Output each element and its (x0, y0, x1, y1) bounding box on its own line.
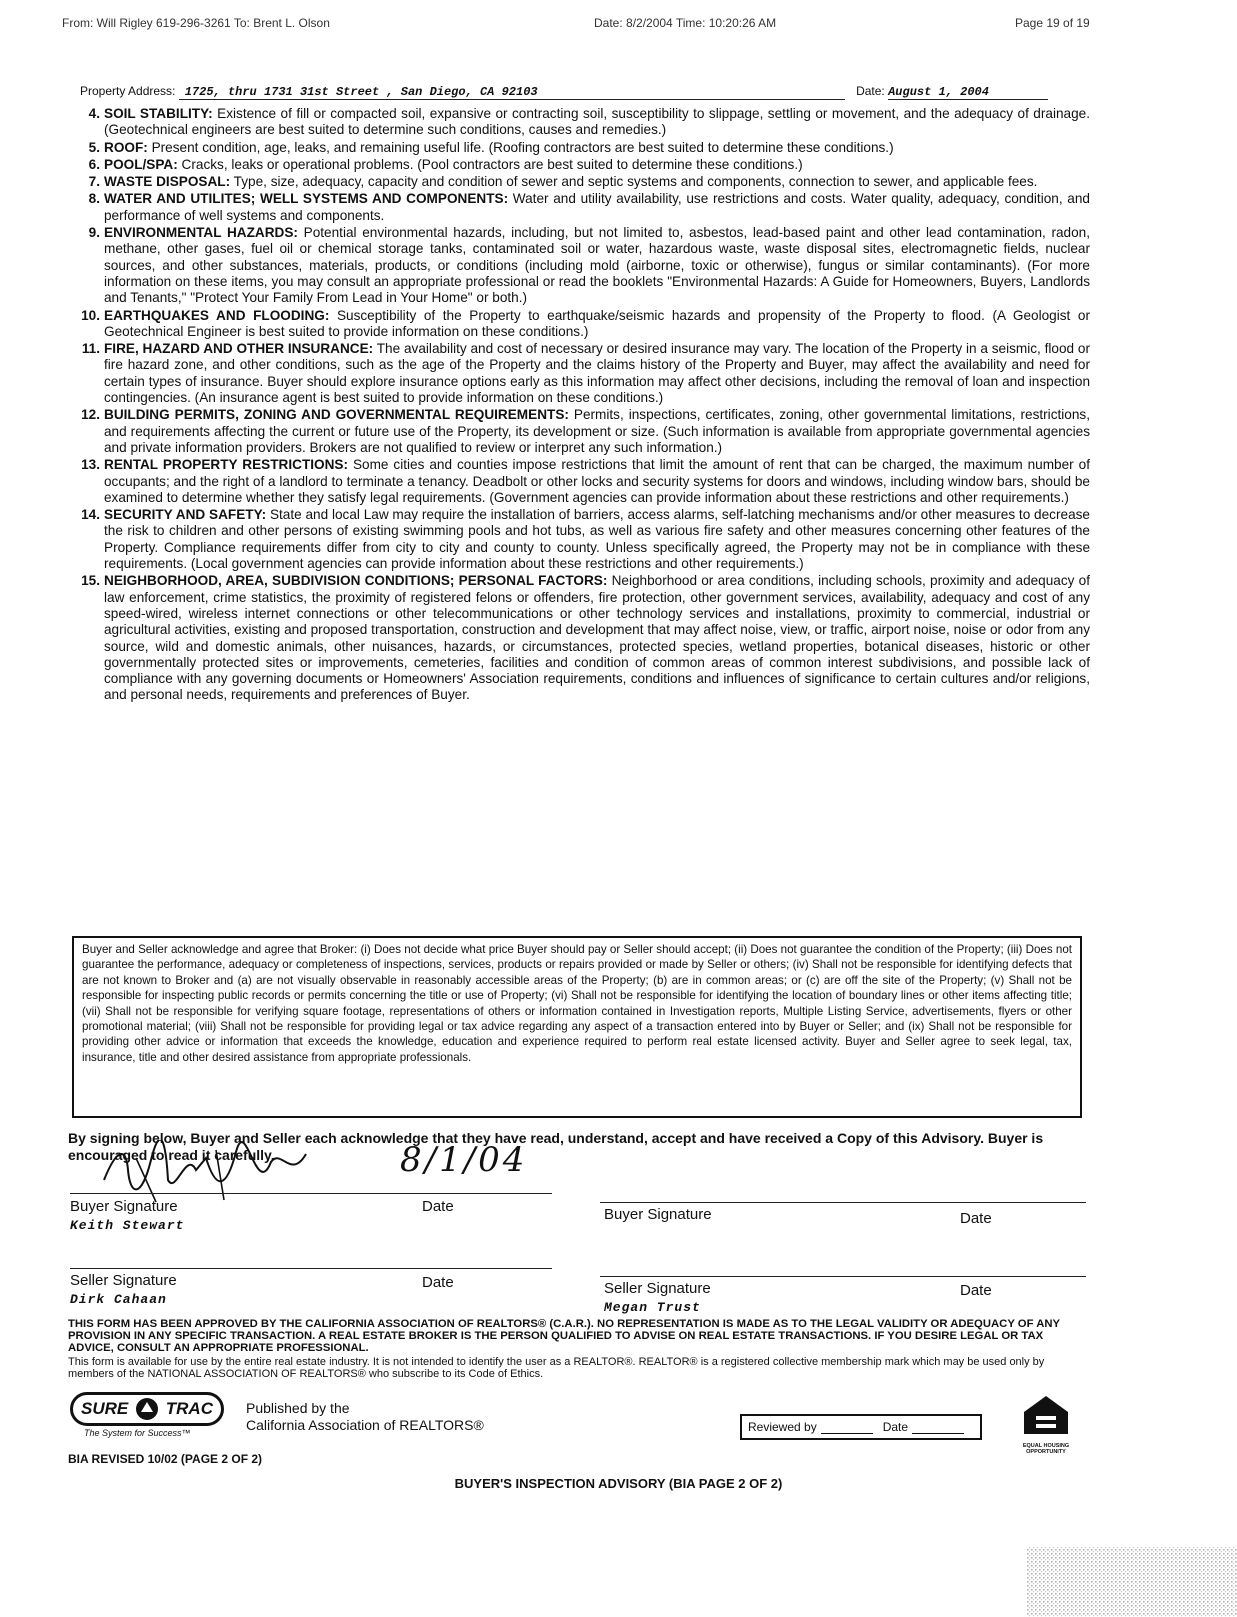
seller1-signature-label: Seller Signature (70, 1272, 177, 1289)
advisory-item: 9. ENVIRONMENTAL HAZARDS: Potential environmental hazards, including, but not limited to, asbestos, lead-based paint and other lead contamination, radon, methane, other gases, fuel oil or chemical storage tanks, contaminated soil or water, hazardous waste, waste disposal sites, electromagnetic fields, nuclear sources, and other substances, materials, products, or conditions (including mold (airborne, toxic or otherwise), fungus or similar contaminants). (For more information on these items, you may consult an appropriate professional or read the booklets "Environmental Hazards: A Guide for Homeowners, Buyers, Landlords and Tenants," "Protect Your Family From Lead in Your Home" or both.) (88, 225, 1090, 306)
handwritten-date: 8/1/04 (400, 1140, 528, 1180)
published-by-label: Published by the (246, 1400, 350, 1416)
buyer1-signature-label: Buyer Signature (70, 1198, 178, 1215)
buyer2-signature-line (600, 1202, 1086, 1203)
fax-date: Date: 8/2/2004 Time: 10:20:26 AM (594, 16, 777, 30)
advisory-item: 10. EARTHQUAKES AND FLOODING: Susceptibility of the Property to earthquake/seismic hazards and propensity of the Property to flood. (A Geologist or Geotechnical Engineer is best suited to provide information on these conditions.) (81, 307, 1090, 339)
property-date-label: Date: (856, 84, 885, 98)
equal-housing-logo (1018, 1392, 1074, 1455)
equal-housing-icon (1018, 1392, 1074, 1436)
broker-disclaimer-box: Buyer and Seller acknowledge and agree that Broker: (i) Does not decide what price Buyer should pay or Seller should accept; (ii) Does not guarantee the condition of the Property; (iii) Does not guarantee the performance, adequacy or completeness of inspections, services, products or repairs provided or made by Seller or others; (iv) Shall not be responsible for identifying defects that are not known to Broker and (a) are not visually observable in reasonably accessible areas of the Property; (b) are in common areas; or (c) are off the site of the Property; (v) Shall not be responsible for inspecting public records or permits concerning the title or use of Property; (vi) Shall not be responsible for identifying the location of boundary lines or other items affecting title; (vii) Shall not be responsible for verifying square footage, representations of others or information contained in Investigation reports, Multiple Listing Service, advertisements, flyers or other promotional material; (viii) Shall not be responsible for providing legal or tax advice regarding any aspect of a transaction entered into by Buyer or Seller; and (ix) Shall not be responsible for providing other advice or information that exceeds the knowledge, education and experience required to perform real estate licensed activity. Buyer and Seller agree to seek legal, tax, insurance, title and other desired assistance from appropriate professionals. (72, 936, 1082, 1118)
seller1-printed-name: Dirk Cahaan (70, 1292, 167, 1307)
suretrac-emblem-icon (134, 1396, 160, 1422)
advisory-item: 14. SECURITY AND SAFETY: State and local Law may require the installation of barriers, access alarms, self-latching mechanisms and/or other measures to decrease the risk to children and other persons of existing swimming pools and hot tubs, as well as various fire safety and other measures concerning other features of the Property. Compliance requirements differ from city to city and county to county. Unless specifically agreed, the Property may not be in compliance with these requirements. (Local government agencies can provide information about these restrictions and other requirements.) (81, 507, 1090, 572)
equal-housing-text: EQUAL HOUSING OPPORTUNITY (1022, 1443, 1070, 1455)
reviewed-by-label: Reviewed by (748, 1420, 817, 1434)
buyer1-date-label: Date (422, 1198, 454, 1215)
advisory-items (78, 106, 1090, 705)
reviewed-by-box (740, 1414, 982, 1440)
buyer1-signature-line (70, 1193, 552, 1194)
reviewed-date-label: Date (882, 1420, 909, 1434)
legal-usage-text: This form is available for use by the entire real estate industry. It is not intended to identify the user as a REALTOR®. REALTOR® is a registered collective membership mark which may be used only by members of the NATIONAL ASSOCIATION OF REALTORS® who subscribe to its Code of Ethics. (68, 1356, 1045, 1380)
suretrac-logo-left: SURE (81, 1399, 129, 1418)
seller1-date-label: Date (422, 1274, 454, 1291)
legal-notice (68, 1318, 1088, 1380)
reviewed-by-blank (821, 1421, 873, 1434)
seller1-signature-line (70, 1268, 552, 1269)
seller2-signature-line (600, 1276, 1086, 1277)
advisory-item: 8. WATER AND UTILITES; WELL SYSTEMS AND COMPONENTS: Water and utility availability, use restrictions and costs. Water quality, adequacy, condition, and performance of well systems and components. (88, 191, 1090, 223)
publisher-name: California Association of REALTORS® (246, 1417, 484, 1433)
reviewed-date-blank (912, 1421, 964, 1434)
advisory-item: 5. ROOF: Present condition, age, leaks, and remaining useful life. (Roofing contractors are best suited to determine these conditions.) (88, 139, 894, 155)
publisher-block (246, 1400, 484, 1434)
page-footer-title: BUYER'S INSPECTION ADVISORY (BIA PAGE 2 OF 2) (454, 1476, 783, 1491)
buyer2-signature-label: Buyer Signature (604, 1206, 712, 1223)
seller2-signature-label: Seller Signature (604, 1280, 711, 1297)
form-revision: BIA REVISED 10/02 (PAGE 2 OF 2) (68, 1452, 263, 1466)
advisory-item: 6. POOL/SPA: Cracks, leaks or operational problems. (Pool contractors are best suited to determine these conditions.) (88, 156, 803, 172)
property-address-row (80, 84, 1090, 100)
property-date-value: August 1, 2004 (888, 85, 1048, 100)
advisory-item: 11. FIRE, HAZARD AND OTHER INSURANCE: The availability and cost of necessary or desired insurance may vary. The location of the Property in a seismic, flood or fire hazard zone, and other conditions, such as the age of the Property and the claims history of the Property and Buyer, may affect the availability and need for certain types of insurance. Buyer should explore insurance options early as this information may affect other decisions, including the removal of loan and inspection contingencies. (An insurance agent is best suited to provide information on these conditions.) (81, 341, 1090, 406)
legal-approval-text: THIS FORM HAS BEEN APPROVED BY THE CALIFORNIA ASSOCIATION OF REALTORS® (C.A.R.). NO REPRESENTATION IS MADE AS TO THE LEGAL VALIDITY OR ADEQUACY OF ANY PROVISION IN ANY SPECIFIC TRANSACTION. A REAL ESTATE BROKER IS THE PERSON QUALIFIED TO ADVISE ON REAL ESTATE TRANSACTIONS. IF YOU DESIRE LEGAL OR TAX ADVICE, CONSULT AN APPROPRIATE PROFESSIONAL. (68, 1318, 1060, 1354)
suretrac-logo-right: TRAC (165, 1399, 213, 1418)
seller2-printed-name: Megan Trust (604, 1300, 701, 1315)
property-address-label: Property Address: (80, 84, 176, 98)
buyer-handwritten-signature (96, 1140, 316, 1206)
property-address-value: 1725, thru 1731 31st Street , San Diego, CA 92103 (179, 85, 845, 100)
buyer2-date-label: Date (960, 1210, 992, 1227)
fax-sender: From: Will Rigley 619-296-3261 To: Brent L. Olson (62, 16, 330, 30)
suretrac-logo (70, 1392, 224, 1426)
advisory-item: 13. RENTAL PROPERTY RESTRICTIONS: Some cities and counties impose restrictions that limit the amount of rent that can be charged, the maximum number of occupants; and the right of a landlord to terminate a tenancy. Deadbolt or other locks and security systems for doors and windows, including window bars, should be examined to determine whether they satisfy legal requirements. (Government agencies can provide information about these restrictions and other requirements.) (81, 457, 1090, 505)
fax-page: Page 19 of 19 (1015, 16, 1090, 30)
advisory-item: 7. WASTE DISPOSAL: Type, size, adequacy, capacity and condition of sewer and septic systems and components, connection to sewer, and applicable fees. (88, 174, 1038, 190)
suretrac-tagline: The System for Success™ (84, 1428, 191, 1438)
advisory-item: 4. SOIL STABILITY: Existence of fill or compacted soil, expansive or contracting soil, susceptibility to slippage, settling or movement, and the adequacy of drainage. (Geotechnical engineers are best suited to determine such conditions, causes and remedies.) (88, 106, 1090, 138)
seller2-date-label: Date (960, 1282, 992, 1299)
scan-noise-texture (1027, 1537, 1237, 1617)
buyer1-printed-name: Keith Stewart (70, 1218, 185, 1233)
acknowledgement-text: By signing below, Buyer and Seller each acknowledge that they have read, understand, accept and have received a Copy of this Advisory. Buyer is encouraged to read it carefully. (68, 1130, 1044, 1163)
advisory-item: 15. NEIGHBORHOOD, AREA, SUBDIVISION CONDITIONS; PERSONAL FACTORS: Neighborhood or area conditions, including schools, proximity and adequacy of law enforcement, crime statistics, the proximity of registered felons or offenders, fire protection, other government services, availability, adequacy and cost of any speed-wired, wireless internet connections or other telecommunications or other technology services and installations, proximity to commercial, industrial or agricultural activities, existing and proposed transportation, construction and development that may affect noise, view, or traffic, airport noise, noise or odor from any source, wild and domestic animals, other nuisances, hazards, or circumstances, protected species, wetland properties, botanical diseases, historic or other governmentally protected sites or improvements, cemeteries, facilities and condition of common areas of common interest subdivisions, and possible lack of compliance with any governing documents or Homeowners' Association requirements, conditions and influences of significance to certain cultures and/or religions, and personal needs, requirements and preferences of Buyer. (81, 573, 1090, 703)
advisory-item: 12. BUILDING PERMITS, ZONING AND GOVERNMENTAL REQUIREMENTS: Permits, inspections, certificates, zoning, other governmental limitations, restrictions, and requirements affecting the current or future use of the Property, its development or size. (Such information is available from appropriate governmental agencies and private information providers. Brokers are not qualified to review or interpret any such information.) (81, 407, 1090, 455)
